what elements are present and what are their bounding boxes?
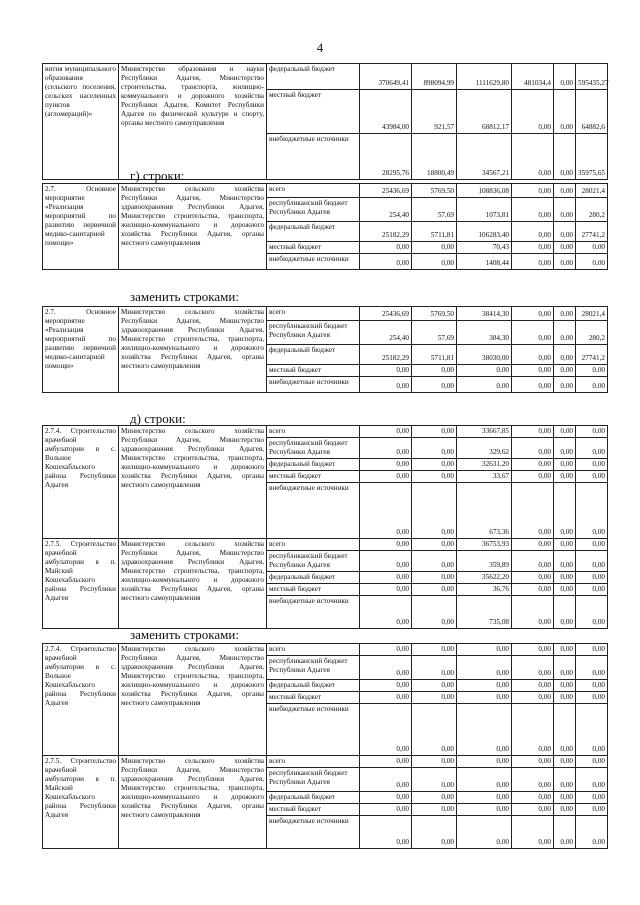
amount-cell: 0,00 xyxy=(512,222,554,242)
amount-cell: 0,00 xyxy=(576,572,608,584)
amount-cell: 5769,50 xyxy=(412,307,457,321)
amount-cell: 0,00 xyxy=(554,756,576,768)
amount-cell: 0,00 xyxy=(576,471,608,483)
amount-cell: 0,00 xyxy=(554,680,576,692)
amount-cell: 329,62 xyxy=(457,438,512,459)
amount-cell: 0,00 xyxy=(457,692,512,704)
amount-cell: 36,76 xyxy=(457,584,512,596)
amount-cell: 0,00 xyxy=(576,365,608,377)
amount-cell: 0,00 xyxy=(512,692,554,704)
measure-name: 2.7.4. Строительство врачебной амбулатории в с. Вольное Кошехабльского района Республики Адыгея xyxy=(43,426,119,539)
amount-cell: 5711,81 xyxy=(412,222,457,242)
funding-source: местный бюджет xyxy=(267,90,360,134)
amount-cell: 0,00 xyxy=(576,816,608,849)
amount-cell: 0,00 xyxy=(412,471,457,483)
measure-name: 2.7. Основное мероприятие «Реализация мероприятий по развитию первичной медико-санитарной помощи» xyxy=(43,307,119,393)
amount-cell: 0,00 xyxy=(512,644,554,656)
amount-cell: 0,00 xyxy=(554,768,576,792)
amount-cell: 0,00 xyxy=(512,551,554,572)
table-row xyxy=(43,426,608,438)
amount-cell: 0,00 xyxy=(554,572,576,584)
funding-source: внебюджетные источники xyxy=(267,704,360,756)
amount-cell: 0,00 xyxy=(554,816,576,849)
amount-cell: 0,00 xyxy=(360,254,412,270)
funding-source: внебюджетные источники xyxy=(267,596,360,629)
amount-cell: 5711,81 xyxy=(412,345,457,365)
table-row xyxy=(43,307,608,321)
amount-cell: 0,00 xyxy=(412,596,457,629)
measure-name: 2.7.4. Строительство врачебной амбулатории в с. Вольное Кошехабльского района Республики Адыгея xyxy=(43,644,119,756)
amount-cell: 0,00 xyxy=(554,804,576,816)
amount-cell: 0,00 xyxy=(576,680,608,692)
funding-source: республиканский бюджет Республики Адыгея xyxy=(267,656,360,680)
amount-cell: 481034,4 xyxy=(512,64,554,90)
executor-name: Министерство сельского хозяйства Республики Адыгея, Министерство здравоохранения Республики Адыгея, Министерство строительства, транспорта, жилищно-коммунального и дорожного хозяйства Республики Адыгея, органы местного самоуправления xyxy=(119,539,267,629)
amount-cell: 35622,20 xyxy=(457,572,512,584)
section-heading: заменить строками: xyxy=(130,289,239,304)
amount-cell: 0,00 xyxy=(412,572,457,584)
measure-name: 2.7. Основное мероприятие «Реализация мероприятий по развитию первичной медико-санитарной помощи» xyxy=(43,184,119,270)
amount-cell: 28021,4 xyxy=(576,184,608,198)
amount-cell: 0,00 xyxy=(457,756,512,768)
amount-cell: 1408,44 xyxy=(457,254,512,270)
amount-cell: 0,00 xyxy=(576,656,608,680)
amount-cell: 0,00 xyxy=(554,365,576,377)
funding-source: всего xyxy=(267,307,360,321)
amount-cell: 0,00 xyxy=(554,692,576,704)
funding-source: республиканский бюджет Республики Адыгея xyxy=(267,198,360,222)
amount-cell: 0,00 xyxy=(360,551,412,572)
amount-cell: 0,00 xyxy=(576,804,608,816)
amount-cell: 0,00 xyxy=(576,644,608,656)
amount-cell: 254,40 xyxy=(360,321,412,345)
amount-cell: 673,36 xyxy=(457,483,512,539)
amount-cell: 18800,49 xyxy=(412,134,457,180)
amount-cell: 0,00 xyxy=(554,242,576,254)
funding-source: федеральный бюджет xyxy=(267,792,360,804)
amount-cell: 0,00 xyxy=(412,242,457,254)
amount-cell: 0,00 xyxy=(576,483,608,539)
amount-cell: 0,00 xyxy=(457,377,512,393)
amount-cell: 0,00 xyxy=(360,377,412,393)
amount-cell: 0,00 xyxy=(360,644,412,656)
amount-cell: 0,00 xyxy=(512,242,554,254)
amount-cell: 0,00 xyxy=(512,804,554,816)
amount-cell: 0,00 xyxy=(360,768,412,792)
amount-cell: 595435,27 xyxy=(576,64,608,90)
amount-cell: 0,00 xyxy=(554,134,576,180)
executor-name: Министерство сельского хозяйства Республики Адыгея, Министерство здравоохранения Республики Адыгея, Министерство строительства, транспорта, жилищно-коммунального и дорожного хозяйства Республики Адыгея, органы местного самоуправления xyxy=(119,426,267,539)
amount-cell: 0,00 xyxy=(576,692,608,704)
amount-cell: 0,00 xyxy=(554,704,576,756)
funding-source: местный бюджет xyxy=(267,584,360,596)
amount-cell: 0,00 xyxy=(412,365,457,377)
amount-cell: 0,00 xyxy=(554,377,576,393)
amount-cell: 0,00 xyxy=(554,345,576,365)
amount-cell: 0,00 xyxy=(512,596,554,629)
amount-cell: 0,00 xyxy=(554,584,576,596)
amount-cell: 0,00 xyxy=(554,307,576,321)
table-row xyxy=(43,539,608,551)
amount-cell: 0,00 xyxy=(512,756,554,768)
amount-cell: 0,00 xyxy=(412,459,457,471)
amount-cell: 0,00 xyxy=(576,704,608,756)
amount-cell: 0,00 xyxy=(512,572,554,584)
table-row xyxy=(43,64,608,90)
amount-cell: 106283,40 xyxy=(457,222,512,242)
amount-cell: 0,00 xyxy=(576,539,608,551)
table-row xyxy=(43,756,608,768)
section-heading: д) строки: xyxy=(130,411,186,426)
amount-cell: 0,00 xyxy=(512,365,554,377)
funding-source: республиканский бюджет Республики Адыгея xyxy=(267,321,360,345)
amount-cell: 370649,41 xyxy=(360,64,412,90)
amount-cell: 25182,29 xyxy=(360,345,412,365)
amount-cell: 28295,76 xyxy=(360,134,412,180)
funding-source: всего xyxy=(267,426,360,438)
amount-cell: 0,00 xyxy=(412,377,457,393)
amount-cell: 0,00 xyxy=(457,768,512,792)
measure-name: вития муниципального образования (сельского поселения, сельских населенных пунктов (агломераций)» xyxy=(43,64,119,180)
amount-cell: 0,00 xyxy=(360,792,412,804)
amount-cell: 0,00 xyxy=(576,242,608,254)
amount-cell: 27741,2 xyxy=(576,345,608,365)
amount-cell: 254,40 xyxy=(360,198,412,222)
section-heading: г) строки: xyxy=(130,168,185,183)
amount-cell: 0,00 xyxy=(512,307,554,321)
amount-cell: 0,00 xyxy=(512,345,554,365)
amount-cell: 34567,21 xyxy=(457,134,512,180)
executor-name: Министерство сельского хозяйства Республики Адыгея, Министерство здравоохранения Республики Адыгея, Министерство строительства, транспорта, жилищно-коммунального и дорожного хозяйства Республики Адыгея, органы местного самоуправления xyxy=(119,756,267,849)
amount-cell: 0,00 xyxy=(412,792,457,804)
amount-cell: 0,00 xyxy=(554,596,576,629)
amount-cell: 0,00 xyxy=(360,438,412,459)
amount-cell: 280,2 xyxy=(576,321,608,345)
amount-cell: 0,00 xyxy=(360,816,412,849)
amount-cell: 0,00 xyxy=(457,792,512,804)
amount-cell: 0,00 xyxy=(554,254,576,270)
amount-cell: 0,00 xyxy=(412,539,457,551)
table-row xyxy=(43,644,608,656)
amount-cell: 0,00 xyxy=(360,242,412,254)
amount-cell: 38414,30 xyxy=(457,307,512,321)
amount-cell: 898094,99 xyxy=(412,64,457,90)
amount-cell: 0,00 xyxy=(576,551,608,572)
amount-cell: 0,00 xyxy=(457,704,512,756)
amount-cell: 0,00 xyxy=(412,584,457,596)
amount-cell: 1111629,80 xyxy=(457,64,512,90)
amount-cell: 0,00 xyxy=(554,656,576,680)
amount-cell: 0,00 xyxy=(457,680,512,692)
funding-source: внебюджетные источники xyxy=(267,483,360,539)
amount-cell: 27741,2 xyxy=(576,222,608,242)
budget-table xyxy=(42,306,608,393)
amount-cell: 0,00 xyxy=(512,134,554,180)
amount-cell: 0,00 xyxy=(412,680,457,692)
amount-cell: 0,00 xyxy=(512,377,554,393)
section-heading: заменить строками: xyxy=(130,627,239,642)
amount-cell: 0,00 xyxy=(360,471,412,483)
amount-cell: 0,00 xyxy=(512,792,554,804)
amount-cell: 0,00 xyxy=(512,704,554,756)
measure-name: 2.7.5. Строительство врачебной амбулатории в п. Майский Кошехабльского района Республики Адыгея xyxy=(43,756,119,849)
executor-name: Министерство сельского хозяйства Республики Адыгея, Министерство здравоохранения Республики Адыгея, Министерство строительства, транспорта, жилищно-коммунального и дорожного хозяйства Республики Адыгея, органы местного самоуправления xyxy=(119,644,267,756)
amount-cell: 0,00 xyxy=(554,459,576,471)
amount-cell: 0,00 xyxy=(554,792,576,804)
amount-cell: 0,00 xyxy=(576,596,608,629)
amount-cell: 0,00 xyxy=(360,692,412,704)
amount-cell: 25182,29 xyxy=(360,222,412,242)
funding-source: внебюджетные источники xyxy=(267,254,360,270)
amount-cell: 0,00 xyxy=(360,704,412,756)
amount-cell: 25436,69 xyxy=(360,184,412,198)
amount-cell: 0,00 xyxy=(360,426,412,438)
amount-cell: 921,57 xyxy=(412,90,457,134)
amount-cell: 0,00 xyxy=(412,551,457,572)
measure-name: 2.7.5. Строительство врачебной амбулатории в п. Майский Кошехабльского района Республики Адыгея xyxy=(43,539,119,629)
funding-source: местный бюджет xyxy=(267,471,360,483)
amount-cell: 0,00 xyxy=(554,64,576,90)
amount-cell: 0,00 xyxy=(360,483,412,539)
amount-cell: 0,00 xyxy=(412,816,457,849)
funding-source: внебюджетные источники xyxy=(267,134,360,180)
amount-cell: 33667,85 xyxy=(457,426,512,438)
amount-cell: 0,00 xyxy=(512,459,554,471)
page-number: 4 xyxy=(316,40,324,55)
amount-cell: 0,00 xyxy=(512,438,554,459)
amount-cell: 359,89 xyxy=(457,551,512,572)
amount-cell: 0,00 xyxy=(554,90,576,134)
amount-cell: 0,00 xyxy=(360,584,412,596)
amount-cell: 0,00 xyxy=(360,459,412,471)
amount-cell: 0,00 xyxy=(512,483,554,539)
amount-cell: 0,00 xyxy=(576,426,608,438)
amount-cell: 384,30 xyxy=(457,321,512,345)
amount-cell: 0,00 xyxy=(512,426,554,438)
amount-cell: 0,00 xyxy=(576,792,608,804)
funding-source: всего xyxy=(267,539,360,551)
amount-cell: 0,00 xyxy=(457,816,512,849)
funding-source: местный бюджет xyxy=(267,365,360,377)
executor-name: Министерство образования и науки Республики Адыгея, Министерство строительства, транспорта, жилищно-коммунального и дорожного хозяйства Республики Адыгея, Комитет Республики Адыгея по физической культуре и спорту, органы местного самоуправления xyxy=(119,64,267,180)
amount-cell: 0,00 xyxy=(512,321,554,345)
amount-cell: 0,00 xyxy=(554,184,576,198)
amount-cell: 0,00 xyxy=(412,692,457,704)
amount-cell: 0,00 xyxy=(457,656,512,680)
funding-source: республиканский бюджет Республики Адыгея xyxy=(267,768,360,792)
amount-cell: 32631,20 xyxy=(457,459,512,471)
amount-cell: 5769,50 xyxy=(412,184,457,198)
table-row xyxy=(43,184,608,198)
amount-cell: 70,43 xyxy=(457,242,512,254)
amount-cell: 0,00 xyxy=(512,539,554,551)
funding-source: всего xyxy=(267,756,360,768)
amount-cell: 0,00 xyxy=(360,656,412,680)
amount-cell: 0,00 xyxy=(360,804,412,816)
budget-table xyxy=(42,183,608,270)
amount-cell: 0,00 xyxy=(512,768,554,792)
amount-cell: 36753,93 xyxy=(457,539,512,551)
amount-cell: 0,00 xyxy=(554,426,576,438)
amount-cell: 0,00 xyxy=(512,198,554,222)
funding-source: федеральный бюджет xyxy=(267,680,360,692)
funding-source: республиканский бюджет Республики Адыгея xyxy=(267,551,360,572)
amount-cell: 0,00 xyxy=(512,90,554,134)
amount-cell: 0,00 xyxy=(512,816,554,849)
amount-cell: 0,00 xyxy=(576,254,608,270)
amount-cell: 0,00 xyxy=(576,756,608,768)
budget-table xyxy=(42,63,608,180)
amount-cell: 0,00 xyxy=(554,438,576,459)
amount-cell: 0,00 xyxy=(412,756,457,768)
amount-cell: 57,69 xyxy=(412,321,457,345)
funding-source: всего xyxy=(267,644,360,656)
funding-source: федеральный бюджет xyxy=(267,459,360,471)
amount-cell: 0,00 xyxy=(412,644,457,656)
amount-cell: 0,00 xyxy=(554,222,576,242)
funding-source: всего xyxy=(267,184,360,198)
funding-source: республиканский бюджет Республики Адыгея xyxy=(267,438,360,459)
budget-table xyxy=(42,643,608,849)
amount-cell: 0,00 xyxy=(554,644,576,656)
amount-cell: 0,00 xyxy=(512,471,554,483)
amount-cell: 0,00 xyxy=(457,365,512,377)
amount-cell: 0,00 xyxy=(576,459,608,471)
funding-source: федеральный бюджет xyxy=(267,572,360,584)
amount-cell: 0,00 xyxy=(576,377,608,393)
amount-cell: 280,2 xyxy=(576,198,608,222)
amount-cell: 35975,65 xyxy=(576,134,608,180)
amount-cell: 0,00 xyxy=(360,572,412,584)
funding-source: местный бюджет xyxy=(267,804,360,816)
funding-source: федеральный бюджет xyxy=(267,64,360,90)
amount-cell: 0,00 xyxy=(512,584,554,596)
amount-cell: 0,00 xyxy=(457,644,512,656)
amount-cell: 0,00 xyxy=(360,596,412,629)
amount-cell: 0,00 xyxy=(512,184,554,198)
funding-source: местный бюджет xyxy=(267,692,360,704)
funding-source: федеральный бюджет xyxy=(267,345,360,365)
amount-cell: 0,00 xyxy=(554,198,576,222)
amount-cell: 0,00 xyxy=(360,365,412,377)
amount-cell: 735,08 xyxy=(457,596,512,629)
amount-cell: 33,67 xyxy=(457,471,512,483)
amount-cell: 0,00 xyxy=(576,438,608,459)
funding-source: местный бюджет xyxy=(267,242,360,254)
funding-source: федеральный бюджет xyxy=(267,222,360,242)
amount-cell: 57,69 xyxy=(412,198,457,222)
amount-cell: 0,00 xyxy=(412,768,457,792)
funding-source: внебюджетные источники xyxy=(267,816,360,849)
amount-cell: 108836,08 xyxy=(457,184,512,198)
amount-cell: 28021,4 xyxy=(576,307,608,321)
amount-cell: 0,00 xyxy=(457,804,512,816)
amount-cell: 0,00 xyxy=(576,768,608,792)
amount-cell: 0,00 xyxy=(554,551,576,572)
amount-cell: 43984,00 xyxy=(360,90,412,134)
amount-cell: 0,00 xyxy=(554,321,576,345)
amount-cell: 0,00 xyxy=(412,254,457,270)
amount-cell: 0,00 xyxy=(554,539,576,551)
amount-cell: 0,00 xyxy=(576,584,608,596)
amount-cell: 0,00 xyxy=(360,680,412,692)
executor-name: Министерство сельского хозяйства Республики Адыгея, Министерство здравоохранения Республики Адыгея, Министерство строительства, транспорта, жилищно-коммунального и дорожного хозяйства Республики Адыгея, органы местного самоуправления xyxy=(119,184,267,270)
amount-cell: 0,00 xyxy=(412,656,457,680)
amount-cell: 0,00 xyxy=(554,471,576,483)
amount-cell: 0,00 xyxy=(412,704,457,756)
amount-cell: 0,00 xyxy=(360,539,412,551)
amount-cell: 0,00 xyxy=(360,756,412,768)
amount-cell: 38030,00 xyxy=(457,345,512,365)
funding-source: внебюджетные источники xyxy=(267,377,360,393)
amount-cell: 25436,69 xyxy=(360,307,412,321)
amount-cell: 0,00 xyxy=(412,804,457,816)
amount-cell: 0,00 xyxy=(554,483,576,539)
amount-cell: 64882,6 xyxy=(576,90,608,134)
amount-cell: 1073,81 xyxy=(457,198,512,222)
amount-cell: 0,00 xyxy=(512,680,554,692)
amount-cell: 0,00 xyxy=(512,254,554,270)
amount-cell: 0,00 xyxy=(412,426,457,438)
amount-cell: 0,00 xyxy=(512,656,554,680)
executor-name: Министерство сельского хозяйства Республики Адыгея, Министерство здравоохранения Республики Адыгея, Министерство строительства, транспорта, жилищно-коммунального и дорожного хозяйства Республики Адыгея, органы местного самоуправления xyxy=(119,307,267,393)
amount-cell: 0,00 xyxy=(412,483,457,539)
budget-table xyxy=(42,425,608,629)
amount-cell: 0,00 xyxy=(412,438,457,459)
amount-cell: 68812,17 xyxy=(457,90,512,134)
